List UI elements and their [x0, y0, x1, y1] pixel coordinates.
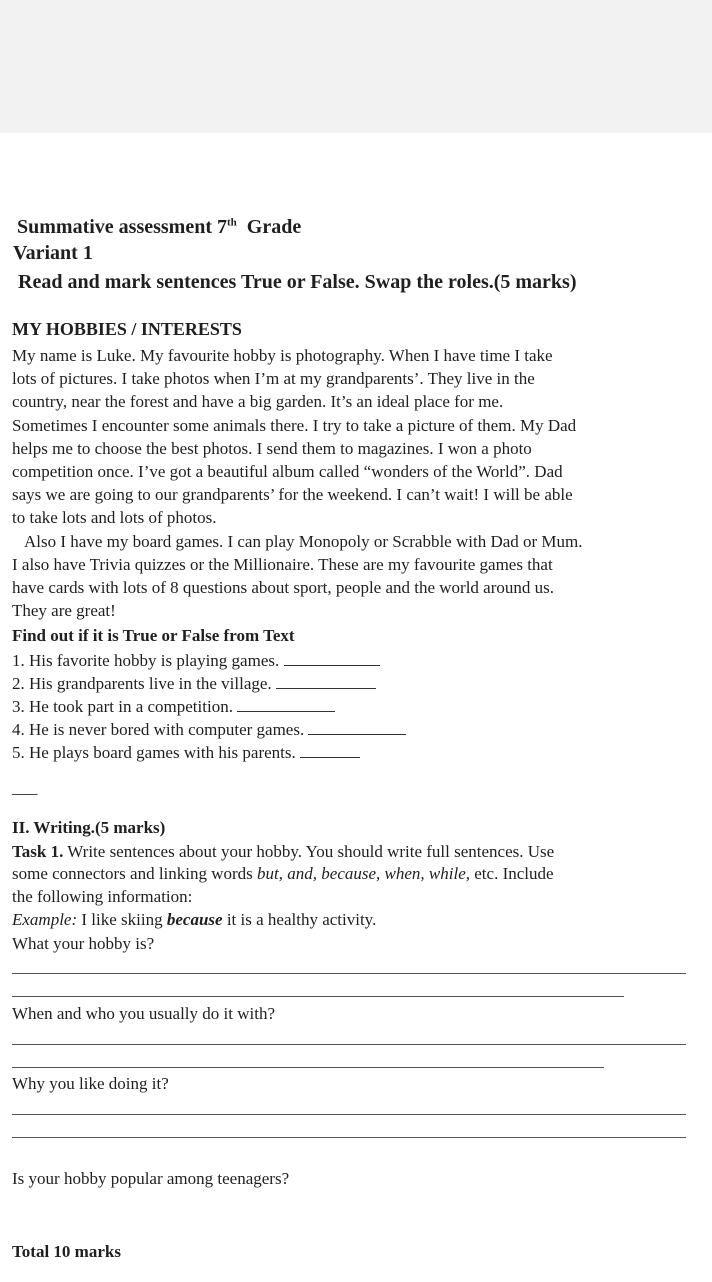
- tf-item-text: 3. He took part in a competition.: [12, 697, 233, 716]
- reading-line: Sometimes I encounter some animals there. I try to take a picture of them. My Dad: [12, 415, 577, 435]
- tf-item-3: [12, 695, 335, 718]
- writing-heading: II. Writing.(5 marks): [12, 818, 166, 837]
- total-marks: Total 10 marks: [12, 1242, 121, 1261]
- tf-item-5: [12, 741, 360, 764]
- question-4: Is your hobby popular among teenagers?: [12, 1169, 290, 1188]
- title-grade: Grade: [246, 216, 302, 238]
- example-text: it is a healthy activity.: [222, 910, 377, 929]
- reading-line: have cards with lots of 8 questions about sport, people and the world around us.: [12, 578, 555, 598]
- tf-item-text: 1. His favorite hobby is playing games.: [12, 651, 280, 670]
- reading-line: Also I have my board games. I can play Monopoly or Scrabble with Dad or Mum.: [24, 531, 583, 551]
- answer-blank[interactable]: [276, 674, 376, 689]
- reading-line: competition once. I’ve got a beautiful album called “wonders of the World”. Dad: [12, 462, 563, 482]
- reading-line: helps me to choose the best photos. I send them to magazines. I won a photo: [12, 438, 532, 458]
- task-connectors: but, and, because, when, while,: [257, 864, 470, 883]
- title-text: Summative assessment 7: [17, 216, 227, 238]
- reading-line: lots of pictures. I take photos when I’m at my grandparents’. They live in the: [12, 369, 535, 389]
- answer-line[interactable]: [12, 1114, 686, 1115]
- reading-line: says we are going to our grandparents’ for the weekend. I can’t wait! I will be able: [12, 485, 573, 505]
- instruction-text: Read and mark sentences True or False. Swap the roles.(5 marks): [18, 271, 577, 293]
- tf-item-text: 4. He is never bored with computer games.: [12, 720, 305, 739]
- example-text: I like skiing: [77, 910, 167, 929]
- tf-item-2: [12, 672, 376, 695]
- question-1: What your hobby is?: [12, 934, 155, 953]
- question-2: When and who you usually do it with?: [12, 1004, 275, 1023]
- task-line-3: the following information:: [12, 887, 193, 906]
- assessment-title: [17, 216, 301, 239]
- variant-label: Variant 1: [13, 242, 93, 264]
- question-3: Why you like doing it?: [12, 1074, 169, 1093]
- reading-line: They are great!: [12, 601, 116, 621]
- answer-line[interactable]: [12, 1137, 686, 1138]
- answer-blank[interactable]: [300, 743, 360, 758]
- task-line-1: [12, 840, 554, 863]
- reading-line: My name is Luke. My favourite hobby is photography. When I have time I take: [12, 346, 553, 365]
- example-label: Example:: [12, 910, 78, 929]
- tf-item-1: [12, 649, 380, 672]
- answer-blank[interactable]: [237, 697, 335, 712]
- title-superscript: th: [227, 216, 237, 229]
- answer-line[interactable]: [12, 1044, 686, 1045]
- stray-mark: ___: [12, 778, 38, 797]
- reading-line: country, near the forest and have a big garden. It’s an ideal place for me.: [12, 392, 504, 412]
- answer-blank[interactable]: [308, 720, 406, 735]
- reading-text: [12, 344, 702, 622]
- task-line-2: [12, 862, 554, 885]
- answer-line[interactable]: [12, 1067, 604, 1068]
- answer-line[interactable]: [12, 973, 686, 974]
- example-line: [12, 908, 376, 931]
- tf-item-text: 5. He plays board games with his parents.: [12, 743, 296, 762]
- tf-item-text: 2. His grandparents live in the village.: [12, 674, 272, 693]
- reading-line: to take lots and lots of photos.: [12, 508, 217, 528]
- tf-item-4: [12, 718, 406, 741]
- reading-heading: MY HOBBIES / INTERESTS: [12, 319, 242, 339]
- task-label: Task 1.: [12, 842, 64, 861]
- answer-line[interactable]: [12, 996, 624, 997]
- answer-blank[interactable]: [284, 651, 380, 666]
- task-text: some connectors and linking words: [12, 864, 258, 883]
- true-false-heading: Find out if it is True or False from Text: [12, 626, 295, 645]
- task-text: etc. Include: [470, 864, 554, 883]
- example-keyword: because: [166, 910, 223, 929]
- reading-line: I also have Trivia quizzes or the Millionaire. These are my favourite games that: [12, 554, 553, 574]
- task-text: Write sentences about your hobby. You should write full sentences. Use: [63, 842, 555, 861]
